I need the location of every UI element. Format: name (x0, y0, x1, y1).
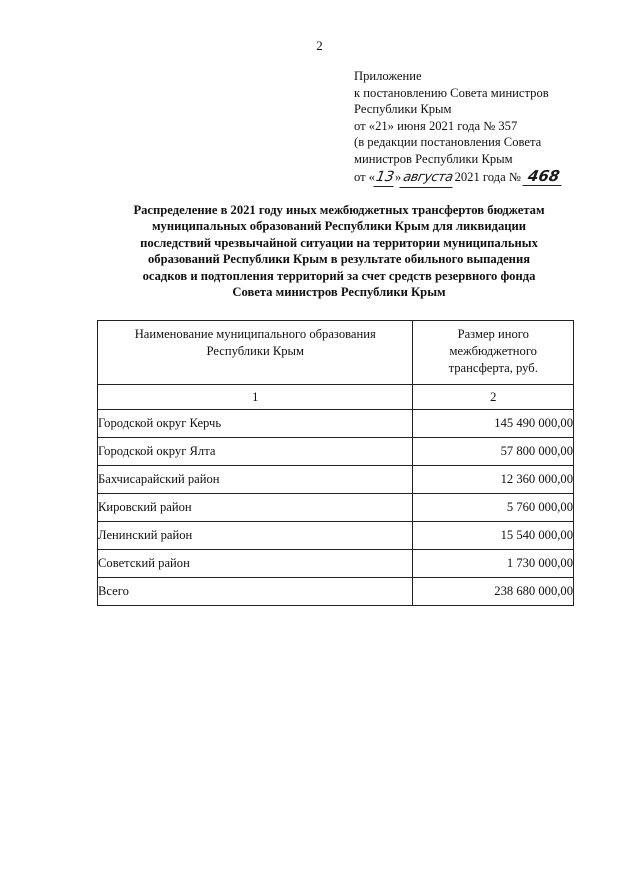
total-amount-cell: 238 680 000,00 (413, 578, 574, 606)
title-line: образований Республики Крым в результате обильного выпадения (147, 252, 531, 267)
handwritten-day: 13 (374, 168, 396, 185)
appendix-line: к постановлению Совета министров (354, 85, 549, 100)
column-index: 1 (98, 385, 413, 410)
date-year: 2021 года № (454, 169, 521, 184)
title-line: осадков и подтопления территорий за счет средств резервного фонда (142, 268, 536, 283)
page-number: 2 (316, 38, 323, 53)
amount-cell: 145 490 000,00 (413, 410, 574, 438)
municipality-cell: Советский район (98, 550, 413, 578)
appendix-line: министров Республики Крым (354, 151, 513, 166)
header-text: Размер иного (457, 327, 529, 341)
table-row (98, 410, 574, 438)
header-text: Наименование муниципального образования (134, 327, 376, 341)
header-text: трансферта, руб. (448, 361, 538, 375)
total-row (98, 578, 574, 606)
handwritten-month: августа (400, 170, 456, 188)
title-line: последствий чрезвычайной ситуации на территории муниципальных (140, 235, 538, 250)
document-title (96, 202, 582, 300)
appendix-line: Приложение (354, 69, 422, 83)
table-row (98, 494, 574, 522)
header-municipality (98, 321, 413, 385)
header-amount (413, 321, 574, 385)
table-row (98, 550, 574, 578)
title-line: муниципальных образований Республики Крым для ликвидации (151, 219, 527, 234)
table-row (98, 438, 574, 466)
header-text: межбюджетного (449, 344, 537, 358)
table-row (98, 466, 574, 494)
municipality-cell: Бахчисарайский район (98, 466, 413, 494)
header-text: Республики Крым (206, 344, 304, 358)
date-prefix: от « (354, 169, 376, 184)
title-line: Распределение в 2021 году иных межбюджетных трансфертов бюджетам (133, 203, 545, 217)
table-row (98, 522, 574, 550)
municipality-cell: Городской округ Ялта (98, 438, 413, 466)
amount-cell: 12 360 000,00 (413, 466, 574, 494)
municipality-cell: Ленинский район (98, 522, 413, 550)
municipality-cell: Городской округ Керчь (98, 410, 413, 438)
amount-cell: 57 800 000,00 (413, 438, 574, 466)
handwritten-number: 468 (522, 168, 564, 186)
column-index: 2 (413, 385, 574, 410)
appendix-line: от «21» июня 2021 года № 357 (354, 118, 518, 133)
title-line: Совета министров Республики Крым (232, 285, 446, 300)
transfers-table (97, 320, 574, 606)
date-mid: » (394, 169, 402, 184)
appendix-block (354, 68, 634, 187)
total-label-cell: Всего (98, 578, 413, 606)
amount-cell: 1 730 000,00 (413, 550, 574, 578)
appendix-date-line (354, 168, 634, 188)
appendix-line: Республики Крым (354, 102, 452, 117)
municipality-cell: Кировский район (98, 494, 413, 522)
table-header-row (98, 321, 574, 385)
column-index-row (98, 385, 574, 410)
amount-cell: 5 760 000,00 (413, 494, 574, 522)
appendix-line: (в редакции постановления Совета (354, 135, 542, 150)
amount-cell: 15 540 000,00 (413, 522, 574, 550)
